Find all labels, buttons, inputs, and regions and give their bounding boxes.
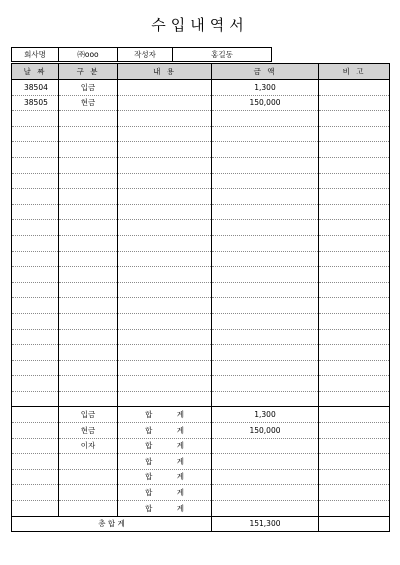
entry-date[interactable] bbox=[12, 126, 59, 142]
entry-category[interactable] bbox=[59, 173, 118, 189]
company-value[interactable]: ㈜ooo bbox=[59, 48, 118, 62]
subtotal-row bbox=[12, 423, 390, 439]
entry-row bbox=[12, 95, 390, 111]
header-date: 날 짜 bbox=[12, 64, 59, 80]
entry-amount[interactable] bbox=[212, 391, 319, 407]
entry-content[interactable] bbox=[118, 173, 212, 189]
entry-content[interactable] bbox=[118, 235, 212, 251]
entry-category[interactable] bbox=[59, 391, 118, 407]
info-table bbox=[11, 47, 272, 62]
subtotal-amount bbox=[212, 454, 319, 470]
entry-category[interactable] bbox=[59, 235, 118, 251]
entry-content[interactable] bbox=[118, 189, 212, 205]
entry-date[interactable] bbox=[12, 235, 59, 251]
entry-note[interactable] bbox=[319, 95, 390, 111]
subtotal-note bbox=[319, 423, 390, 439]
entry-amount[interactable] bbox=[212, 111, 319, 127]
grand-total-row bbox=[12, 516, 390, 531]
entry-amount[interactable] bbox=[212, 235, 319, 251]
entry-amount[interactable] bbox=[212, 126, 319, 142]
entry-note[interactable] bbox=[319, 189, 390, 205]
entry-note[interactable] bbox=[319, 126, 390, 142]
entry-note[interactable] bbox=[319, 111, 390, 127]
entry-content[interactable] bbox=[118, 360, 212, 376]
subtotal-category bbox=[59, 469, 118, 485]
subtotal-amount bbox=[212, 438, 319, 454]
entry-date[interactable] bbox=[12, 173, 59, 189]
entry-category[interactable] bbox=[59, 329, 118, 345]
entry-content[interactable] bbox=[118, 142, 212, 158]
entry-amount[interactable] bbox=[212, 345, 319, 361]
subtotal-date bbox=[12, 469, 59, 485]
subtotal-category: 이자 bbox=[59, 438, 118, 454]
ledger-table bbox=[11, 63, 390, 532]
subtotal-amount bbox=[212, 501, 319, 517]
entry-date[interactable] bbox=[12, 189, 59, 205]
entry-row bbox=[12, 157, 390, 173]
subtotal-note bbox=[319, 501, 390, 517]
entry-note[interactable] bbox=[319, 267, 390, 283]
company-label: 회사명 bbox=[12, 48, 59, 62]
entry-amount[interactable] bbox=[212, 313, 319, 329]
entry-row bbox=[12, 345, 390, 361]
entry-date[interactable] bbox=[12, 329, 59, 345]
entry-date[interactable] bbox=[12, 345, 59, 361]
author-value[interactable]: 홍길동 bbox=[173, 48, 272, 62]
entry-content[interactable] bbox=[118, 111, 212, 127]
document-title: 수입내역서 bbox=[151, 16, 249, 34]
entry-date[interactable] bbox=[12, 220, 59, 236]
entry-category[interactable] bbox=[59, 282, 118, 298]
entry-amount[interactable] bbox=[212, 157, 319, 173]
entry-category[interactable] bbox=[59, 220, 118, 236]
subtotal-label: 합 계 bbox=[118, 454, 212, 470]
entry-note[interactable] bbox=[319, 173, 390, 189]
subtotal-amount bbox=[212, 485, 319, 501]
subtotal-date bbox=[12, 407, 59, 423]
entry-amount[interactable] bbox=[212, 173, 319, 189]
entry-content[interactable] bbox=[118, 391, 212, 407]
entry-note[interactable] bbox=[319, 313, 390, 329]
entry-amount[interactable] bbox=[212, 298, 319, 314]
entry-content[interactable] bbox=[118, 251, 212, 267]
subtotal-row bbox=[12, 501, 390, 517]
entry-note[interactable] bbox=[319, 298, 390, 314]
subtotal-amount: 1,300 bbox=[212, 407, 319, 423]
entry-category[interactable]: 현금 bbox=[59, 95, 118, 111]
subtotal-label: 합 계 bbox=[118, 501, 212, 517]
subtotal-category: 현금 bbox=[59, 423, 118, 439]
entry-amount[interactable] bbox=[212, 251, 319, 267]
header-note: 비 고 bbox=[319, 64, 390, 80]
entry-content[interactable] bbox=[118, 282, 212, 298]
entry-content[interactable] bbox=[118, 313, 212, 329]
entry-row bbox=[12, 142, 390, 158]
entry-row bbox=[12, 267, 390, 283]
entry-note[interactable] bbox=[319, 251, 390, 267]
entry-note[interactable] bbox=[319, 376, 390, 392]
entry-row bbox=[12, 204, 390, 220]
entry-content[interactable] bbox=[118, 204, 212, 220]
entry-amount[interactable]: 1,300 bbox=[212, 80, 319, 96]
entry-row bbox=[12, 360, 390, 376]
entry-category[interactable] bbox=[59, 298, 118, 314]
entry-date[interactable] bbox=[12, 360, 59, 376]
entry-content[interactable] bbox=[118, 298, 212, 314]
subtotal-amount bbox=[212, 469, 319, 485]
entry-note[interactable] bbox=[319, 80, 390, 96]
entry-date[interactable] bbox=[12, 376, 59, 392]
entry-category[interactable] bbox=[59, 189, 118, 205]
entry-note[interactable] bbox=[319, 235, 390, 251]
subtotal-label: 합 계 bbox=[118, 485, 212, 501]
header-content: 내 용 bbox=[118, 64, 212, 80]
entry-content[interactable] bbox=[118, 80, 212, 96]
entry-row bbox=[12, 220, 390, 236]
grand-total-label: 총 합 계 bbox=[12, 516, 212, 531]
entry-category[interactable] bbox=[59, 111, 118, 127]
entry-category[interactable]: 입금 bbox=[59, 80, 118, 96]
subtotal-date bbox=[12, 438, 59, 454]
subtotal-label: 합 계 bbox=[118, 438, 212, 454]
entry-date[interactable] bbox=[12, 111, 59, 127]
entry-amount[interactable] bbox=[212, 360, 319, 376]
subtotal-date bbox=[12, 501, 59, 517]
entry-date[interactable] bbox=[12, 251, 59, 267]
entry-note[interactable] bbox=[319, 282, 390, 298]
entry-row bbox=[12, 313, 390, 329]
entry-note[interactable] bbox=[319, 220, 390, 236]
entry-amount[interactable] bbox=[212, 189, 319, 205]
entry-category[interactable] bbox=[59, 267, 118, 283]
entry-amount[interactable]: 150,000 bbox=[212, 95, 319, 111]
subtotal-row bbox=[12, 407, 390, 423]
entry-content[interactable] bbox=[118, 95, 212, 111]
subtotal-note bbox=[319, 469, 390, 485]
entry-row bbox=[12, 189, 390, 205]
entry-row bbox=[12, 376, 390, 392]
grand-total-note bbox=[319, 516, 390, 531]
entry-row bbox=[12, 282, 390, 298]
entry-content[interactable] bbox=[118, 329, 212, 345]
entry-content[interactable] bbox=[118, 157, 212, 173]
entry-row bbox=[12, 111, 390, 127]
grand-total-amount: 151,300 bbox=[212, 516, 319, 531]
entry-note[interactable] bbox=[319, 345, 390, 361]
entry-category[interactable] bbox=[59, 376, 118, 392]
subtotal-row bbox=[12, 485, 390, 501]
entry-date[interactable] bbox=[12, 298, 59, 314]
entry-content[interactable] bbox=[118, 267, 212, 283]
entry-category[interactable] bbox=[59, 251, 118, 267]
subtotal-row bbox=[12, 469, 390, 485]
subtotal-category bbox=[59, 454, 118, 470]
subtotal-row bbox=[12, 438, 390, 454]
subtotal-label: 합 계 bbox=[118, 407, 212, 423]
entry-row bbox=[12, 173, 390, 189]
subtotal-row bbox=[12, 454, 390, 470]
entry-category[interactable] bbox=[59, 126, 118, 142]
subtotal-category bbox=[59, 485, 118, 501]
entry-content[interactable] bbox=[118, 126, 212, 142]
entry-note[interactable] bbox=[319, 391, 390, 407]
entry-date[interactable]: 38505 bbox=[12, 95, 59, 111]
subtotal-date bbox=[12, 485, 59, 501]
entry-category[interactable] bbox=[59, 360, 118, 376]
entry-row bbox=[12, 251, 390, 267]
subtotal-note bbox=[319, 485, 390, 501]
entry-category[interactable] bbox=[59, 313, 118, 329]
entry-content[interactable] bbox=[118, 376, 212, 392]
entry-content[interactable] bbox=[118, 345, 212, 361]
header-category: 구 분 bbox=[59, 64, 118, 80]
subtotal-note bbox=[319, 438, 390, 454]
entry-date[interactable] bbox=[12, 313, 59, 329]
entry-category[interactable] bbox=[59, 345, 118, 361]
entry-date[interactable] bbox=[12, 204, 59, 220]
entry-date[interactable] bbox=[12, 282, 59, 298]
header-amount: 금 액 bbox=[212, 64, 319, 80]
entry-amount[interactable] bbox=[212, 329, 319, 345]
subtotal-category: 입금 bbox=[59, 407, 118, 423]
entry-amount[interactable] bbox=[212, 376, 319, 392]
entry-note[interactable] bbox=[319, 360, 390, 376]
subtotal-category bbox=[59, 501, 118, 517]
entry-row bbox=[12, 298, 390, 314]
entry-note[interactable] bbox=[319, 142, 390, 158]
header-row bbox=[12, 64, 390, 80]
entry-date[interactable] bbox=[12, 391, 59, 407]
entry-note[interactable] bbox=[319, 329, 390, 345]
subtotal-date bbox=[12, 454, 59, 470]
entry-amount[interactable] bbox=[212, 282, 319, 298]
entry-amount[interactable] bbox=[212, 220, 319, 236]
entry-content[interactable] bbox=[118, 220, 212, 236]
entry-note[interactable] bbox=[319, 157, 390, 173]
entry-row bbox=[12, 80, 390, 96]
entry-amount[interactable] bbox=[212, 204, 319, 220]
entry-row bbox=[12, 235, 390, 251]
entry-amount[interactable] bbox=[212, 142, 319, 158]
entry-date[interactable] bbox=[12, 142, 59, 158]
subtotal-note bbox=[319, 454, 390, 470]
entry-row bbox=[12, 329, 390, 345]
subtotal-label: 합 계 bbox=[118, 469, 212, 485]
entry-row bbox=[12, 391, 390, 407]
entry-date[interactable] bbox=[12, 267, 59, 283]
subtotal-note bbox=[319, 407, 390, 423]
entry-category[interactable] bbox=[59, 204, 118, 220]
entry-note[interactable] bbox=[319, 204, 390, 220]
author-label: 작성자 bbox=[118, 48, 173, 62]
entry-category[interactable] bbox=[59, 142, 118, 158]
entry-row bbox=[12, 126, 390, 142]
subtotal-label: 합 계 bbox=[118, 423, 212, 439]
subtotal-date bbox=[12, 423, 59, 439]
entry-amount[interactable] bbox=[212, 267, 319, 283]
entry-date[interactable] bbox=[12, 157, 59, 173]
entry-date[interactable]: 38504 bbox=[12, 80, 59, 96]
subtotal-amount: 150,000 bbox=[212, 423, 319, 439]
entry-category[interactable] bbox=[59, 157, 118, 173]
